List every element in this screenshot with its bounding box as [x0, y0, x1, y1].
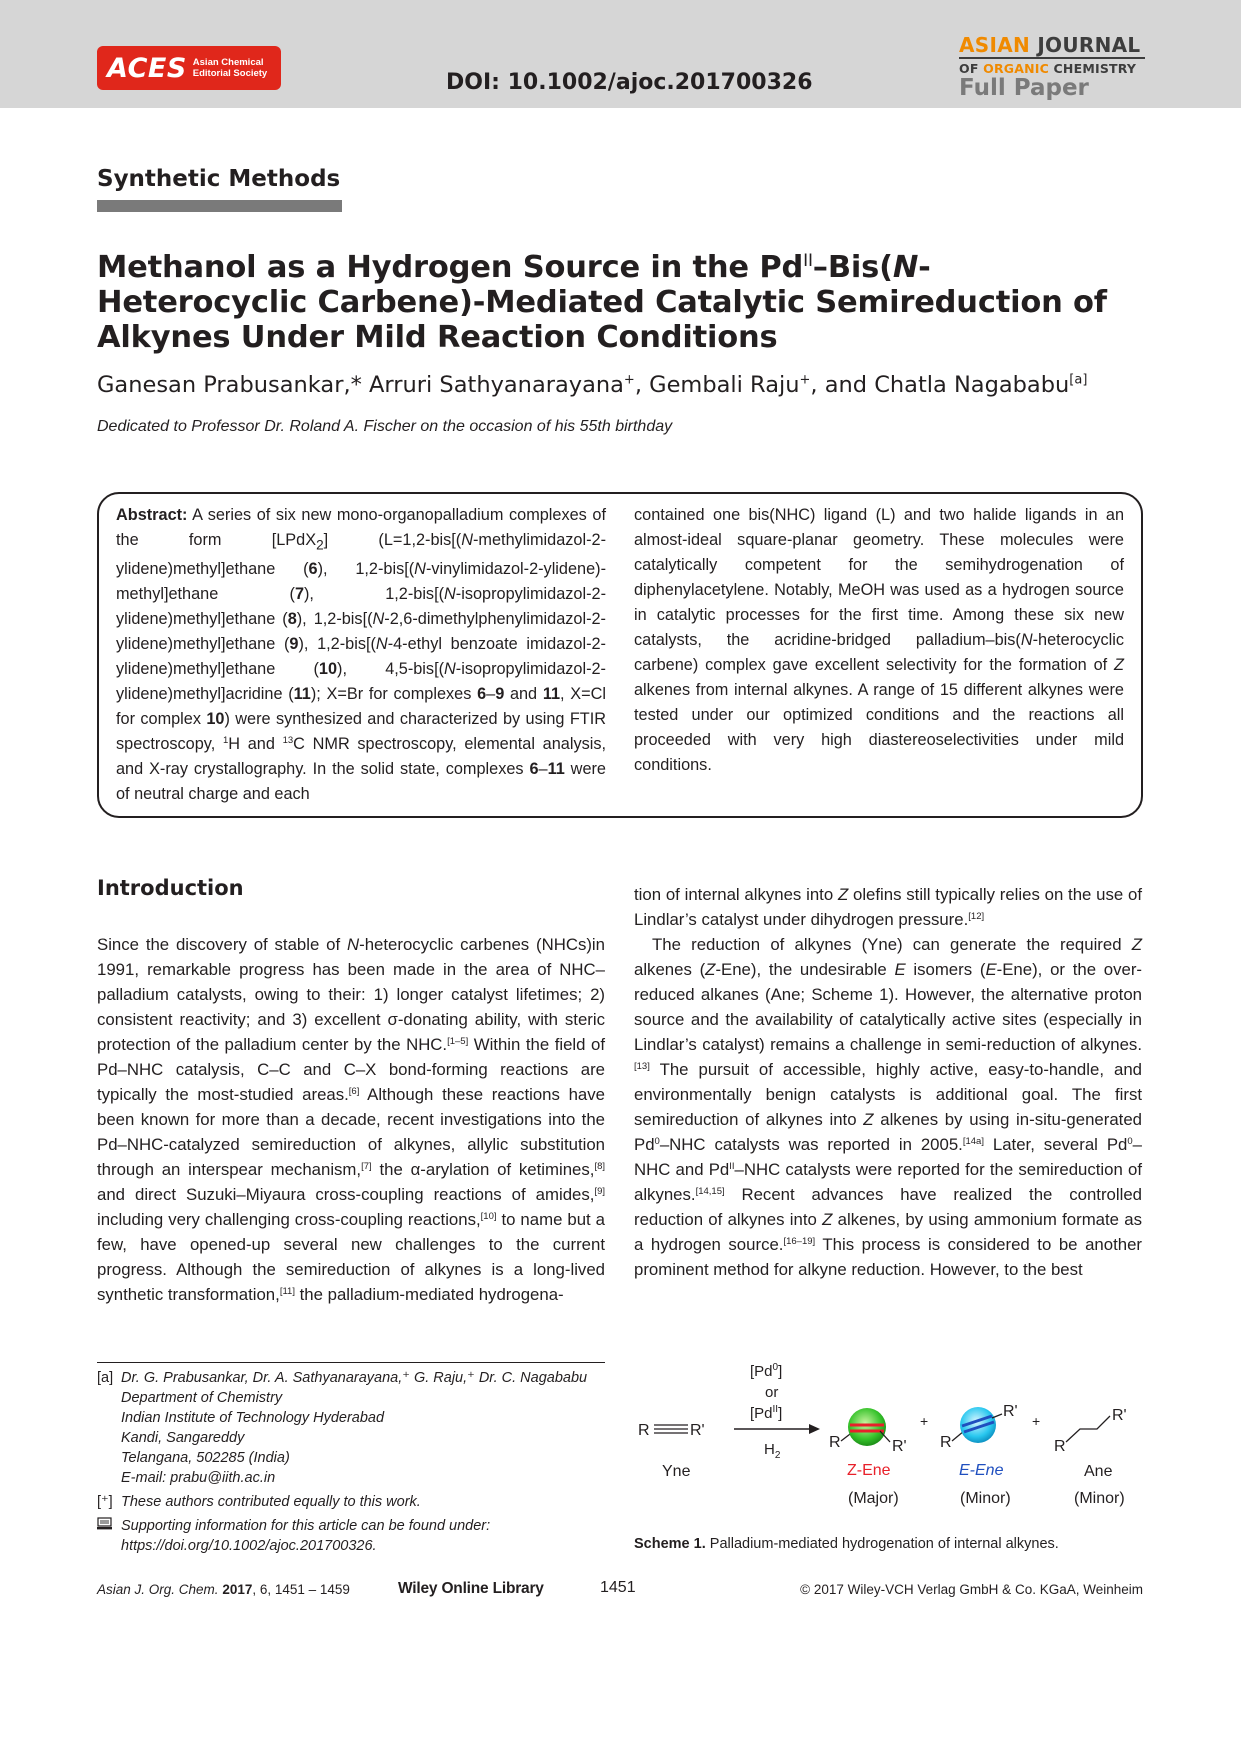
footnote-rule — [97, 1362, 605, 1363]
article-title: Methanol as a Hydrogen Source in the $Pd^{II}-Bis(N$-Heterocyclic Carbene)-Mediated Catalytic Semireduction of Alkynes Under Mild Reaction Conditions — [97, 250, 1107, 356]
eene-rprime: R' — [1003, 1403, 1018, 1420]
footnotes — [97, 1368, 605, 1556]
yne-label: Yne — [662, 1463, 691, 1480]
aces-logo-word: ACES — [107, 52, 187, 84]
plus-1: + — [920, 1413, 929, 1429]
zene-major: (Major) — [848, 1490, 899, 1507]
yne-rprime: R' — [690, 1422, 705, 1439]
section-label: Synthetic Methods — [97, 166, 341, 192]
reaction-arrow — [734, 1424, 820, 1434]
body-column-right: tion of internal alkynes into Z olefins still typically relies on the use of Lindlar’s catalyst under dihydrogen pressure.[12] The reduction of alkynes (Yne) can generate the required Z alkenes (Z-Ene), the undesirable E isomers (E-Ene), or the over-reduced alkanes (Ane; Scheme 1). However, the alternative proton source and the availability of catalytically active sites (especially in Lindlar’s catalyst) remains a challenge in semi-reduction of alkynes.[13] The pursuit of accessible, highly active, easy-to-handle, and environmentally benign catalysts is additional goal. The first semireduction of alkynes into Z alkenes by using in-situ-generated Pd$^0$–NHC catalysts was reported in 2005.[14a] Later, several Pd$^0$–NHC and Pd$^{II}$–NHC catalysts were reported for the semireduction of alkynes.[14,15] Recent advances have realized the controlled reduction of alkynes into Z alkenes, by using ammonium formate as a hydrogen source.[16–19] This process is considered to be another prominent method for alkyne reduction. However, to the best — [634, 885, 1143, 1279]
ane-chain — [1066, 1416, 1110, 1442]
ane-label: Ane — [1084, 1463, 1113, 1480]
doi[interactable]: DOI: 10.1002/ajoc.201700326 — [446, 70, 813, 95]
eene-label: E-Ene — [959, 1462, 1004, 1479]
scheme-caption: Scheme 1. Palladium-mediated hydrogenation of internal alkynes. — [634, 1536, 1059, 1552]
journal-logo-rule — [959, 57, 1145, 59]
author-list: Ganesan Prabusankar,* Arruri Sathyanarayana+, Gembali Raju+, and Chatla Nagababu[a] — [97, 372, 1088, 398]
dedication: Dedicated to Professor Dr. Roland A. Fischer on the occasion of his 55th birthday — [97, 418, 673, 435]
catalyst-pd0: [Pd$^0$] — [750, 1362, 783, 1380]
ane-r: R — [1054, 1438, 1066, 1455]
aces-logo-subtitle: Asian Chemical Editorial Society — [192, 57, 268, 79]
body-column-left: Since the discovery of stable of N-heterocyclic carbenes (NHCs)in 1991, remarkable progress has been made in the area of NHC–palladium catalysts, owing to their: 1) longer catalyst lifetimes; 2) consistent reactivity; and 3) excellent σ-donating ability, with steric protection of the palladium center by the NHC.[1–5] Within the field of Pd–NHC catalysis, C–C and C–X bond-forming reactions are typically the most-studied areas.[6] Although these reactions have been known for more than a decade, recent investigations into the Pd–NHC-catalyzed semireduction of alkynes, allylic substitution through an interspear mechanism,[7] the α-arylation of ketimines,[8] and direct Suzuki–Miyaura cross-coupling reactions of amides,[9] including very challenging cross-coupling reactions,[10] to name but a few, have opened-up several new challenges to the current progress. Although the semireduction of alkynes is a long-lived synthetic transformation,[11] the palladium-mediated hydrogena- — [97, 935, 605, 1304]
abstract-label: Abstract: — [116, 506, 188, 524]
computer-icon — [97, 1516, 121, 1556]
affiliation-footnote: [a] Dr. G. Prabusankar, Dr. A. Sathyanarayana,⁺ G. Raju,⁺ Dr. C. Nagababu Department of Chemistry Indian Institute of Technology Hyderabad Kandi, Sangareddy Telangana, 502285 (India) E-mail: prabu@iith.ac.in — [97, 1370, 588, 1486]
scheme-1-figure — [634, 1356, 1142, 1516]
wiley-online-library-link[interactable]: Wiley Online Library — [398, 1580, 544, 1597]
alkyne-triple-bond — [654, 1425, 688, 1433]
footer-citation: Asian J. Org. Chem. 2017, 6, 1451 – 1459 — [97, 1582, 350, 1597]
zene-label: Z-Ene — [847, 1462, 891, 1479]
page-number: 1451 — [600, 1579, 636, 1596]
introduction-heading: Introduction — [97, 876, 244, 900]
ane-rprime: R' — [1112, 1407, 1127, 1424]
article-type: Full Paper — [959, 75, 1089, 101]
supporting-info-link[interactable]: https://doi.org/10.1002/ajoc.201700326. — [121, 1538, 377, 1554]
aces-logo — [97, 46, 281, 90]
catalyst-or: or — [765, 1384, 779, 1401]
abstract-column-right: contained one bis(NHC) ligand (L) and two halide ligands in an almost-ideal square-planar geometry. These molecules were catalytically competent for the semihydrogenation of diphenylacetylene. Notably, MeOH was used as a hydrogen source in catalytic processes for the first time. Among these six new catalysts, the acridine-bridged palladium–bis(N-heterocyclic carbene) complex gave excellent selectivity for the formation of Z alkenes from internal alkynes. A range of 15 different alkynes were tested under our optimized conditions and the reactions all proceeded with very high diastereoselectivities under mild conditions. — [634, 506, 1124, 774]
catalyst-pd2: $[Pd^{II}]$ — [750, 1404, 783, 1422]
email-link[interactable]: E-mail: prabu@iith.ac.in — [121, 1470, 276, 1486]
hydrogen-label: $H_2$ — [764, 1441, 781, 1461]
footer-copyright: © 2017 Wiley-VCH Verlag GmbH & Co. KGaA, Weinheim — [800, 1582, 1143, 1597]
supporting-info-footnote: Supporting information for this article can be found under: https://doi.org/10.1002/ajoc.201700326. — [97, 1516, 605, 1556]
eene-r: R — [940, 1434, 952, 1451]
zene-sphere — [848, 1408, 886, 1446]
section-bar — [97, 200, 342, 212]
journal-logo: ASIAN JOURNAL OF ORGANIC CHEMISTRY Full Paper — [959, 34, 1145, 100]
yne-r: R — [638, 1422, 650, 1439]
eene-minor: (Minor) — [960, 1490, 1011, 1507]
ane-minor: (Minor) — [1074, 1490, 1125, 1507]
equal-contribution-footnote: [⁺] These authors contributed equally to this work. — [97, 1494, 421, 1510]
zene-r: R — [829, 1434, 841, 1451]
plus-2: + — [1032, 1413, 1041, 1429]
zene-rprime: R' — [892, 1438, 907, 1455]
abstract-column-left: Abstract: A series of six new mono-organopalladium complexes of the form [LPdX$_2$] (L=1,2-bis[(N-methylimidazol-2-ylidene)methyl]ethane (6), 1,2-bis[(N-vinylimidazol-2-ylidene)-methyl]ethane (7), 1,2-bis[(N-isopropylimidazol-2-ylidene)methyl]ethane (8), 1,2-bis[(N-2,6-dimethylphenylimidazol-2-ylidene)methyl]ethane (9), 1,2-bis[(N-4-ethyl benzoate imidazol-2-ylidene)methyl]ethane (10), 4,5-bis[(N-isopropylimidazol-2-ylidene)methyl]acridine (11); X=Br for complexes 6–9 and 11, X=Cl for complex 10) were synthesized and characterized by using FTIR spectroscopy, $^1$H and $^{13}$C NMR spectroscopy, elemental analysis, and X-ray crystallography. In the solid state, complexes 6–11 were of neutral charge and each — [116, 506, 607, 804]
